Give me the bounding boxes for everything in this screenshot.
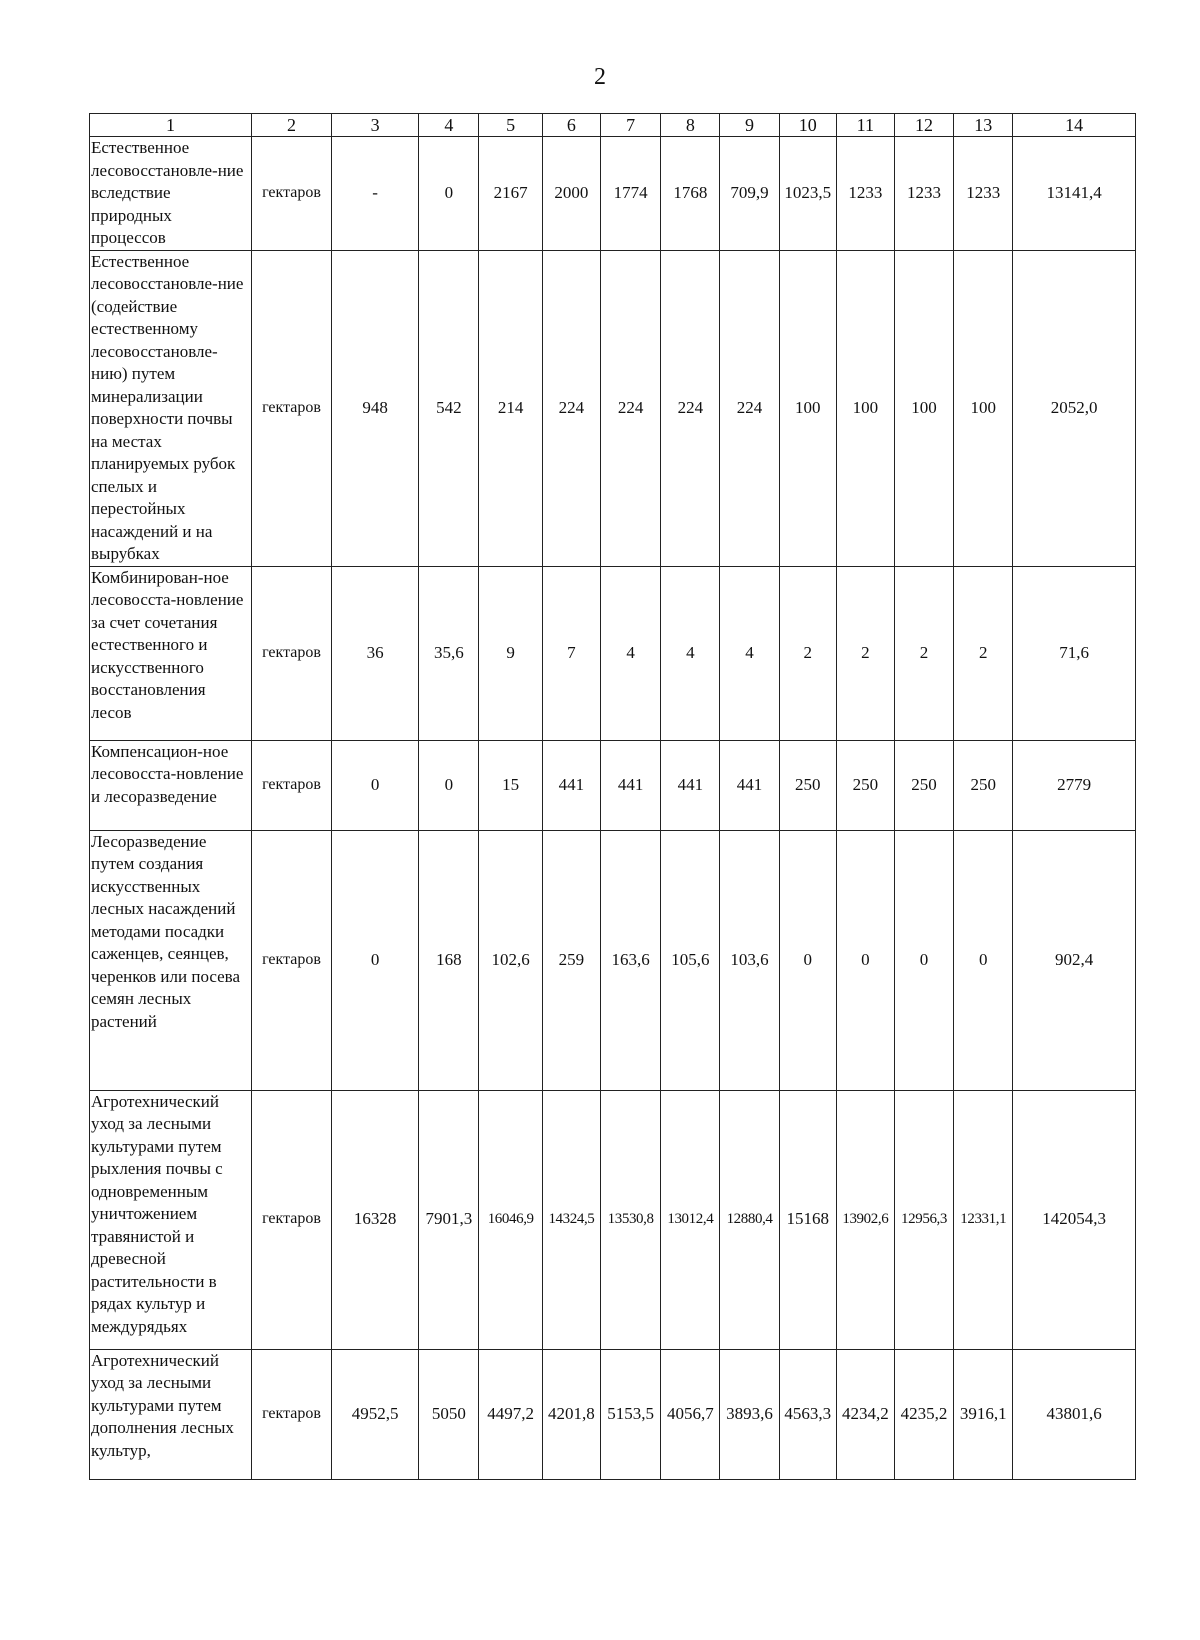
header-cell: 8: [661, 114, 720, 137]
row-name-cell: Естественное лесовосстановле-ние (содействие естественному лесовосстановле-нию) путем минерализации поверхности почвы на местах планируемых рубок спелых и перестойных насаждений и на вырубках: [90, 250, 252, 566]
page-number: 2: [594, 64, 606, 90]
value-cell: 709,9: [720, 137, 779, 251]
value-cell: 2052,0: [1013, 250, 1136, 566]
row-name-cell: Компенсацион-ное лесовосста-новление и лесоразведение: [90, 740, 252, 830]
header-cell: 3: [332, 114, 419, 137]
value-cell: 2: [894, 566, 953, 740]
value-cell: 2000: [542, 137, 600, 251]
value-cell: 105,6: [661, 830, 720, 1090]
header-cell: 10: [779, 114, 836, 137]
value-cell: 103,6: [720, 830, 779, 1090]
header-cell: 9: [720, 114, 779, 137]
value-cell: 0: [894, 830, 953, 1090]
value-cell: 15168: [779, 1090, 836, 1349]
table-row: [90, 250, 1136, 566]
value-cell: 3916,1: [954, 1349, 1013, 1479]
value-cell: 441: [542, 740, 600, 830]
value-cell: 1233: [954, 137, 1013, 251]
value-cell: 4563,3: [779, 1349, 836, 1479]
row-name-cell: Лесоразведение путем создания искусственных лесных насаждений методами посадки саженцев, сеянцев, черенков или посева семян лесных растений: [90, 830, 252, 1090]
value-cell: 13902,6: [836, 1090, 894, 1349]
value-cell: 71,6: [1013, 566, 1136, 740]
value-cell: 36: [332, 566, 419, 740]
header-cell: 5: [479, 114, 542, 137]
unit-cell: гектаров: [252, 830, 332, 1090]
value-cell: 16328: [332, 1090, 419, 1349]
value-cell: 441: [720, 740, 779, 830]
value-cell: 5050: [419, 1349, 479, 1479]
header-cell: 12: [894, 114, 953, 137]
value-cell: 250: [954, 740, 1013, 830]
table-row: [90, 830, 1136, 1090]
table-row: [90, 137, 1136, 251]
row-name-cell: Естественное лесовосстановле-ние вследствие природных процессов: [90, 137, 252, 251]
value-cell: 224: [661, 250, 720, 566]
value-cell: 9: [479, 566, 542, 740]
value-cell: 4234,2: [836, 1349, 894, 1479]
value-cell: 7: [542, 566, 600, 740]
value-cell: 948: [332, 250, 419, 566]
value-cell: 2: [836, 566, 894, 740]
value-cell: 35,6: [419, 566, 479, 740]
value-cell: 7901,3: [419, 1090, 479, 1349]
value-cell: 43801,6: [1013, 1349, 1136, 1479]
value-cell: 12331,1: [954, 1090, 1013, 1349]
unit-cell: гектаров: [252, 250, 332, 566]
value-cell: 3893,6: [720, 1349, 779, 1479]
value-cell: 4952,5: [332, 1349, 419, 1479]
value-cell: 224: [720, 250, 779, 566]
table-row: [90, 1349, 1136, 1479]
value-cell: 13530,8: [601, 1090, 661, 1349]
value-cell: 2167: [479, 137, 542, 251]
value-cell: 0: [332, 740, 419, 830]
header-cell: 14: [1013, 114, 1136, 137]
value-cell: 0: [836, 830, 894, 1090]
unit-cell: гектаров: [252, 1090, 332, 1349]
value-cell: 4201,8: [542, 1349, 600, 1479]
value-cell: 1768: [661, 137, 720, 251]
value-cell: 0: [332, 830, 419, 1090]
value-cell: 214: [479, 250, 542, 566]
forest-restoration-table: [89, 113, 1136, 1480]
value-cell: 441: [601, 740, 661, 830]
header-cell: 13: [954, 114, 1013, 137]
value-cell: 100: [779, 250, 836, 566]
value-cell: 224: [542, 250, 600, 566]
value-cell: 4: [720, 566, 779, 740]
value-cell: 2: [779, 566, 836, 740]
value-cell: 15: [479, 740, 542, 830]
table-row: [90, 740, 1136, 830]
header-cell: 6: [542, 114, 600, 137]
value-cell: 542: [419, 250, 479, 566]
table-row: [90, 566, 1136, 740]
value-cell: 12956,3: [894, 1090, 953, 1349]
value-cell: 2779: [1013, 740, 1136, 830]
value-cell: 1774: [601, 137, 661, 251]
header-cell: 1: [90, 114, 252, 137]
header-cell: 7: [601, 114, 661, 137]
unit-cell: гектаров: [252, 566, 332, 740]
value-cell: 100: [954, 250, 1013, 566]
value-cell: 4: [601, 566, 661, 740]
value-cell: 14324,5: [542, 1090, 600, 1349]
value-cell: 1233: [894, 137, 953, 251]
value-cell: 4056,7: [661, 1349, 720, 1479]
header-cell: 2: [252, 114, 332, 137]
value-cell: 441: [661, 740, 720, 830]
value-cell: 224: [601, 250, 661, 566]
value-cell: 13141,4: [1013, 137, 1136, 251]
value-cell: 142054,3: [1013, 1090, 1136, 1349]
row-name-cell: Агротехнический уход за лесными культурами путем дополнения лесных культур,: [90, 1349, 252, 1479]
value-cell: 250: [894, 740, 953, 830]
value-cell: 102,6: [479, 830, 542, 1090]
value-cell: 902,4: [1013, 830, 1136, 1090]
value-cell: 163,6: [601, 830, 661, 1090]
value-cell: 1233: [836, 137, 894, 251]
value-cell: 2: [954, 566, 1013, 740]
header-cell: 4: [419, 114, 479, 137]
value-cell: 168: [419, 830, 479, 1090]
value-cell: -: [332, 137, 419, 251]
value-cell: 0: [779, 830, 836, 1090]
value-cell: 250: [836, 740, 894, 830]
value-cell: 0: [419, 137, 479, 251]
header-cell: 11: [836, 114, 894, 137]
value-cell: 1023,5: [779, 137, 836, 251]
value-cell: 0: [954, 830, 1013, 1090]
value-cell: 4497,2: [479, 1349, 542, 1479]
row-name-cell: Комбинирован-ное лесовосста-новление за счет сочетания естественного и искусственного восстановления лесов: [90, 566, 252, 740]
value-cell: 5153,5: [601, 1349, 661, 1479]
value-cell: 250: [779, 740, 836, 830]
value-cell: 100: [894, 250, 953, 566]
unit-cell: гектаров: [252, 740, 332, 830]
value-cell: 100: [836, 250, 894, 566]
value-cell: 0: [419, 740, 479, 830]
unit-cell: гектаров: [252, 137, 332, 251]
value-cell: 4235,2: [894, 1349, 953, 1479]
value-cell: 4: [661, 566, 720, 740]
value-cell: 259: [542, 830, 600, 1090]
header-row: [90, 114, 1136, 137]
value-cell: 12880,4: [720, 1090, 779, 1349]
value-cell: 13012,4: [661, 1090, 720, 1349]
table-row: [90, 1090, 1136, 1349]
row-name-cell: Агротехнический уход за лесными культурами путем рыхления почвы с одновременным уничтожением травянистой и древесной растительности в рядах культур и междурядьях: [90, 1090, 252, 1349]
value-cell: 16046,9: [479, 1090, 542, 1349]
unit-cell: гектаров: [252, 1349, 332, 1479]
